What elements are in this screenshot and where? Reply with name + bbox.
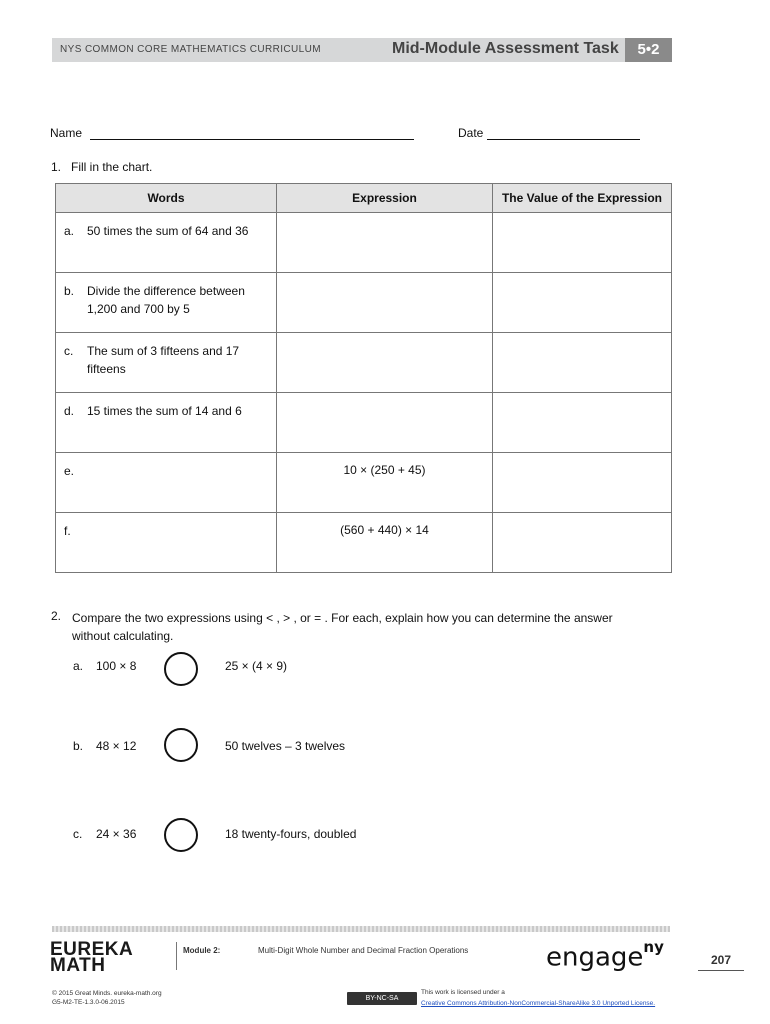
- row-letter: e.: [64, 464, 75, 478]
- left-expression: 24 × 36: [96, 827, 137, 841]
- page-number-rule: [698, 970, 744, 971]
- table-row: [56, 213, 672, 273]
- right-expression: 18 twenty-fours, doubled: [225, 827, 357, 841]
- expression-cell[interactable]: [277, 333, 493, 393]
- comparison-circle[interactable]: [164, 652, 198, 686]
- column-header-words: Words: [56, 184, 277, 213]
- words-cell: [56, 273, 277, 333]
- table-row: [56, 273, 672, 333]
- table-row: [56, 333, 672, 393]
- expression-cell[interactable]: [277, 273, 493, 333]
- words-cell: [56, 333, 277, 393]
- date-field[interactable]: [487, 139, 640, 140]
- table-row: [56, 513, 672, 573]
- footer-bar: [52, 926, 670, 932]
- row-words: 50 times the sum of 64 and 36: [87, 224, 249, 238]
- copyright: © 2015 Great Minds. eureka-math.org: [52, 990, 162, 997]
- value-cell[interactable]: [493, 213, 672, 273]
- date-label: Date: [458, 126, 484, 140]
- module-title: Multi-Digit Whole Number and Decimal Fraction Operations: [258, 946, 469, 955]
- eureka-math-logo: EUREKA MATH: [50, 939, 134, 976]
- item-letter: a.: [73, 659, 84, 673]
- grade-module-badge: 5•2: [625, 38, 672, 62]
- q1-prompt: 1. Fill in the chart.: [51, 160, 153, 174]
- value-cell[interactable]: [493, 333, 672, 393]
- license-link[interactable]: Creative Commons Attribution-NonCommercial-ShareAlike 3.0 Unported License.: [421, 1000, 656, 1007]
- cc-license-badge: BY-NC-SA: [347, 992, 417, 1005]
- expression-cell[interactable]: [277, 213, 493, 273]
- item-letter: c.: [73, 827, 83, 841]
- column-header-value: The Value of the Expression: [493, 184, 672, 213]
- task-title: Mid-Module Assessment Task: [392, 40, 619, 57]
- comparison-circle[interactable]: [164, 728, 198, 762]
- words-cell[interactable]: [56, 513, 277, 573]
- module-label: Module 2:: [183, 946, 221, 955]
- expression-cell: (560 + 440) × 14: [277, 513, 493, 573]
- value-cell[interactable]: [493, 393, 672, 453]
- expression-cell[interactable]: [277, 393, 493, 453]
- table-row: [56, 393, 672, 453]
- row-letter: a.: [64, 224, 75, 238]
- comparison-circle[interactable]: [164, 818, 198, 852]
- left-expression: 48 × 12: [96, 739, 137, 753]
- item-letter: b.: [73, 739, 84, 753]
- name-label: Name: [50, 126, 83, 140]
- expression-cell: 10 × (250 + 45): [277, 453, 493, 513]
- right-expression: 25 × (4 × 9): [225, 659, 288, 673]
- value-cell[interactable]: [493, 273, 672, 333]
- row-words: Divide the difference between 1,200 and 700 by 5: [87, 284, 245, 316]
- words-cell: [56, 213, 277, 273]
- document-code: G5-M2-TE-1.3.0-06.2015: [52, 999, 125, 1006]
- left-expression: 100 × 8: [96, 659, 137, 673]
- q1-chart: [55, 183, 672, 573]
- column-header-expression: Expression: [277, 184, 493, 213]
- license-text: This work is licensed under a: [421, 989, 505, 996]
- row-words: The sum of 3 fifteens and 17 fifteens: [87, 344, 240, 376]
- q2-number: 2.: [51, 609, 62, 623]
- engageny-logo: engage$^{ny}$: [546, 938, 664, 973]
- words-cell: [56, 393, 277, 453]
- value-cell[interactable]: [493, 453, 672, 513]
- row-words: 15 times the sum of 14 and 6: [87, 404, 242, 418]
- row-letter: b.: [64, 284, 75, 298]
- right-expression: 50 twelves – 3 twelves: [225, 739, 346, 753]
- table-row: [56, 453, 672, 513]
- page-number: 207: [711, 953, 732, 967]
- row-letter: c.: [64, 344, 74, 358]
- row-letter: d.: [64, 404, 75, 418]
- footer-divider: [176, 942, 177, 970]
- q2-prompt: Compare the two expressions using < , > , or = . For each, explain how you can determine the answer without calculating.: [72, 611, 613, 643]
- curriculum-label: NYS COMMON CORE MATHEMATICS CURRICULUM: [60, 44, 321, 55]
- name-field[interactable]: [90, 139, 414, 140]
- row-letter: f.: [64, 524, 71, 538]
- value-cell[interactable]: [493, 513, 672, 573]
- words-cell[interactable]: [56, 453, 277, 513]
